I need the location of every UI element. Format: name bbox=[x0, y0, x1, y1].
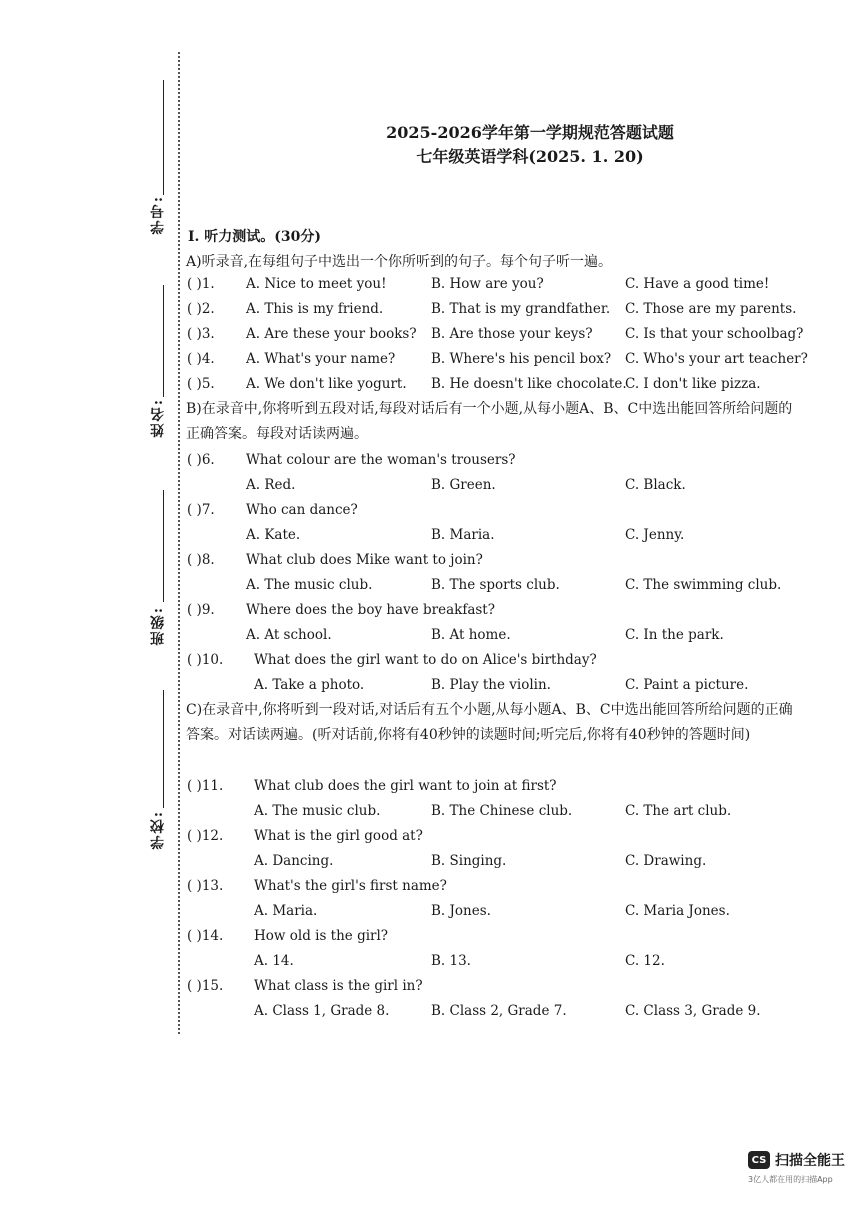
question-number: ( )4. bbox=[187, 351, 215, 367]
exam-subtitle: 七年级英语学科(2025. 1. 20) bbox=[416, 147, 644, 166]
question-number: ( )11. bbox=[187, 778, 224, 794]
option-c: C. Jenny. bbox=[625, 527, 685, 543]
option-a: A. Take a photo. bbox=[254, 677, 365, 693]
exam-title: 2025-2026学年第一学期规范答题试题 bbox=[386, 123, 674, 142]
option-b: B. Singing. bbox=[431, 853, 507, 869]
question-text: What colour are the woman's trousers? bbox=[246, 452, 516, 468]
option-a: A. The music club. bbox=[254, 803, 381, 819]
option-c: C. I don't like pizza. bbox=[625, 376, 761, 392]
question-number: ( )7. bbox=[187, 502, 215, 518]
option-a: A. The music club. bbox=[246, 577, 373, 593]
school-line bbox=[163, 690, 164, 808]
class-label: 班级: bbox=[150, 606, 166, 646]
name-line bbox=[163, 285, 164, 397]
option-b: B. Jones. bbox=[431, 903, 491, 919]
question-number: ( )6. bbox=[187, 452, 215, 468]
option-c: C. Have a good time! bbox=[625, 276, 770, 292]
question-number: ( )1. bbox=[187, 276, 215, 292]
option-a: A. This is my friend. bbox=[246, 301, 384, 317]
option-c: C. Black. bbox=[625, 477, 686, 493]
option-a: A. Are these your books? bbox=[246, 326, 417, 342]
option-c: C. In the park. bbox=[625, 627, 724, 643]
option-b: B. How are you? bbox=[431, 276, 544, 292]
option-c: C. Drawing. bbox=[625, 853, 707, 869]
option-b: B. He doesn't like chocolate. bbox=[431, 376, 627, 392]
option-b: B. Play the violin. bbox=[431, 677, 551, 693]
option-c: C. The swimming club. bbox=[625, 577, 782, 593]
option-a: A. Maria. bbox=[254, 903, 318, 919]
option-b: B. The Chinese club. bbox=[431, 803, 573, 819]
question-number: ( )3. bbox=[187, 326, 215, 342]
option-c: C. Class 3, Grade 9. bbox=[625, 1003, 761, 1019]
question-number: ( )5. bbox=[187, 376, 215, 392]
option-a: A. Class 1, Grade 8. bbox=[254, 1003, 390, 1019]
part-a-instructions: A)听录音,在每组句子中选出一个你所听到的句子。每个句子听一遍。 bbox=[186, 254, 613, 270]
class-line bbox=[163, 490, 164, 602]
question-text: What club does the girl want to join at first? bbox=[254, 778, 557, 794]
option-c: C. Paint a picture. bbox=[625, 677, 749, 693]
student-id-label: 学号: bbox=[150, 195, 166, 235]
option-b: B. Maria. bbox=[431, 527, 495, 543]
option-b: B. Green. bbox=[431, 477, 496, 493]
part-c-instructions: C)在录音中,你将听到一段对话,对话后有五个小题,从每小题A、B、C中选出能回答所给问题的正确答案。对话读两遍。(听对话前,你将有40秒钟的读题时间;听完后,你将有40秒钟的答题时间) bbox=[186, 702, 793, 743]
question-text: What does the girl want to do on Alice's birthday? bbox=[254, 652, 597, 668]
question-number: ( )15. bbox=[187, 978, 224, 994]
question-number: ( )10. bbox=[187, 652, 224, 668]
option-b: B. 13. bbox=[431, 953, 471, 969]
option-a: A. Nice to meet you! bbox=[246, 276, 387, 292]
option-c: C. The art club. bbox=[625, 803, 732, 819]
scanner-watermark bbox=[748, 1150, 845, 1170]
question-text: How old is the girl? bbox=[254, 928, 389, 944]
option-a: A. Dancing. bbox=[254, 853, 334, 869]
question-number: ( )12. bbox=[187, 828, 224, 844]
question-text: Where does the boy have breakfast? bbox=[246, 602, 495, 618]
question-number: ( )9. bbox=[187, 602, 215, 618]
question-text: Who can dance? bbox=[246, 502, 358, 518]
question-number: ( )2. bbox=[187, 301, 215, 317]
question-number: ( )8. bbox=[187, 552, 215, 568]
option-a: A. We don't like yogurt. bbox=[246, 376, 407, 392]
option-c: C. 12. bbox=[625, 953, 665, 969]
option-b: B. The sports club. bbox=[431, 577, 560, 593]
option-b: B. That is my grandfather. bbox=[431, 301, 611, 317]
question-text: What class is the girl in? bbox=[254, 978, 423, 994]
option-a: A. At school. bbox=[246, 627, 332, 643]
question-text: What club does Mike want to join? bbox=[246, 552, 483, 568]
option-c: C. Is that your schoolbag? bbox=[625, 326, 804, 342]
option-b: B. Are those your keys? bbox=[431, 326, 593, 342]
option-a: A. 14. bbox=[254, 953, 294, 969]
option-b: B. Class 2, Grade 7. bbox=[431, 1003, 567, 1019]
option-c: C. Who's your art teacher? bbox=[625, 351, 808, 367]
binding-dashed-line bbox=[178, 52, 180, 1034]
section-title: Ⅰ. 听力测试。(30分) bbox=[188, 229, 322, 245]
camscanner-icon: CS bbox=[748, 1151, 770, 1169]
option-c: C. Maria Jones. bbox=[625, 903, 730, 919]
option-c: C. Those are my parents. bbox=[625, 301, 797, 317]
question-number: ( )14. bbox=[187, 928, 224, 944]
option-b: B. At home. bbox=[431, 627, 511, 643]
school-label: 学校: bbox=[150, 810, 166, 850]
option-a: A. Kate. bbox=[246, 527, 301, 543]
part-b-instructions: B)在录音中,你将听到五段对话,每段对话后有一个小题,从每小题A、B、C中选出能回答所给问题的正确答案。每段对话读两遍。 bbox=[186, 401, 793, 442]
question-text: What's the girl's first name? bbox=[254, 878, 447, 894]
option-a: A. Red. bbox=[246, 477, 296, 493]
name-label: 姓名: bbox=[150, 398, 166, 438]
question-text: What is the girl good at? bbox=[254, 828, 423, 844]
option-a: A. What's your name? bbox=[246, 351, 396, 367]
watermark-name: 扫描全能王 bbox=[775, 1153, 845, 1169]
watermark-subtitle: 3亿人都在用的扫描App bbox=[748, 1175, 833, 1184]
question-number: ( )13. bbox=[187, 878, 224, 894]
option-b: B. Where's his pencil box? bbox=[431, 351, 612, 367]
